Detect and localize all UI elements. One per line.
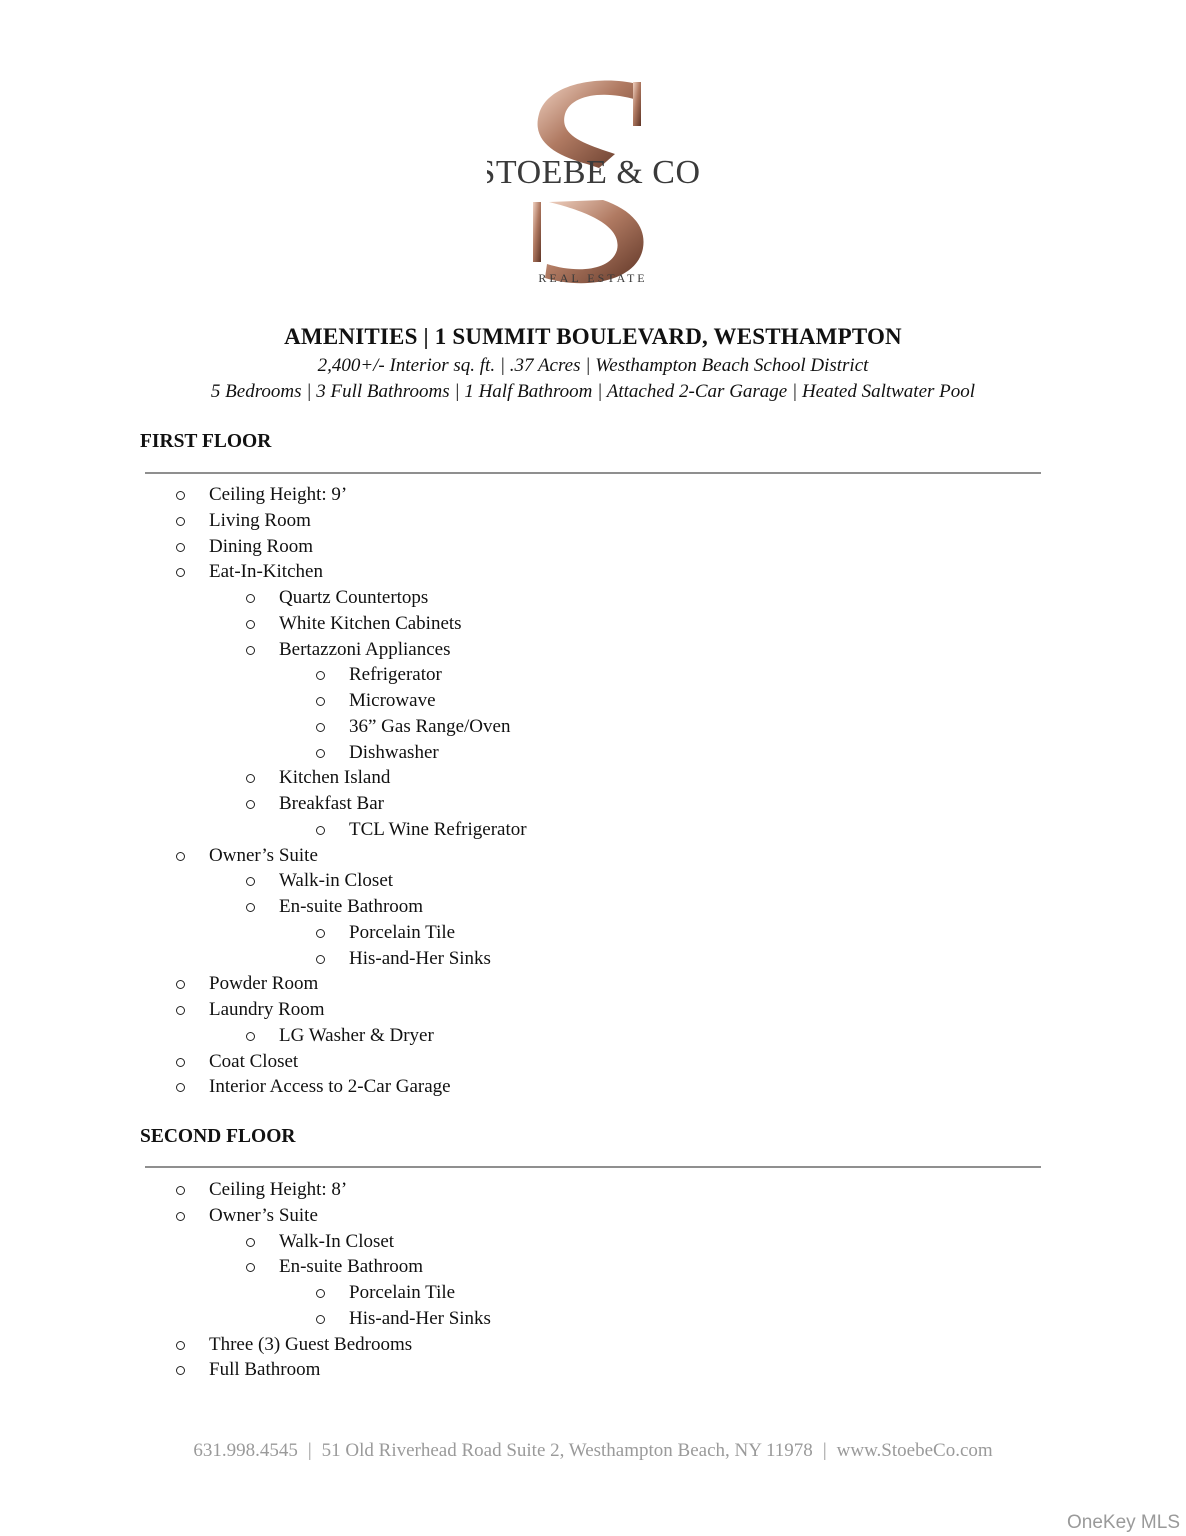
list-item-text: Owner’s Suite [209, 844, 318, 866]
hollow-bullet-icon [176, 1366, 185, 1375]
list-item [209, 561, 323, 583]
list-item-text: TCL Wine Refrigerator [349, 818, 527, 840]
list-item [279, 613, 462, 635]
footer-separator: | [822, 1440, 827, 1461]
first-floor-divider [145, 472, 1041, 474]
hollow-bullet-icon [246, 800, 255, 809]
list-item-text: Living Room [209, 509, 311, 531]
footer-contact [0, 1440, 1186, 1462]
hollow-bullet-icon [316, 929, 325, 938]
stoebe-logo-graphic [487, 78, 699, 288]
list-item-text: Refrigerator [349, 664, 442, 686]
hollow-bullet-icon [246, 1032, 255, 1041]
hollow-bullet-icon [316, 723, 325, 732]
list-item-text: Breakfast Bar [279, 793, 384, 814]
list-item-text: Quartz Countertops [279, 587, 429, 608]
list-item [279, 896, 423, 918]
list-item [279, 639, 450, 661]
hollow-bullet-icon [176, 1058, 185, 1067]
property-summary-line-1: 2,400+/- Interior sq. ft. | .37 Acres | Westhampton Beach School District [317, 355, 869, 376]
hollow-bullet-icon [316, 671, 325, 680]
hollow-bullet-icon [246, 646, 255, 655]
logo-s-serif-top [633, 82, 641, 126]
list-item [279, 587, 428, 609]
property-summary-line-2: 5 Bedrooms | 3 Full Bathrooms | 1 Half Bathroom | Attached 2-Car Garage | Heated Saltwater Pool [210, 381, 976, 402]
list-item-text: White Kitchen Cabinets [279, 612, 462, 634]
list-item [209, 1051, 298, 1073]
list-item [209, 484, 347, 506]
list-item [209, 1179, 347, 1201]
hollow-bullet-icon [246, 877, 255, 886]
list-item [209, 1334, 412, 1356]
list-item-text: Three (3) Guest Bedrooms [209, 1333, 413, 1355]
list-item [349, 1308, 491, 1330]
list-item-text: Microwave [349, 690, 436, 711]
footer-website[interactable]: www.StoebeCo.com [836, 1440, 993, 1461]
list-item [209, 1076, 451, 1098]
list-item [349, 819, 527, 841]
list-item [279, 793, 384, 815]
list-item [349, 664, 442, 686]
hollow-bullet-icon [176, 491, 185, 500]
footer-phone: 631.998.4545 [193, 1440, 298, 1461]
list-item-text: His-and-Her Sinks [349, 947, 491, 969]
list-item-text: Porcelain Tile [349, 1282, 456, 1303]
list-item [349, 1282, 455, 1304]
list-item [209, 845, 318, 867]
list-item-text: Ceiling Height: 8’ [209, 1179, 348, 1200]
list-item [279, 1025, 434, 1047]
hollow-bullet-icon [176, 1006, 185, 1015]
company-logo [487, 78, 699, 288]
list-item-text: Powder Room [209, 973, 319, 995]
hollow-bullet-icon [316, 749, 325, 758]
hollow-bullet-icon [246, 1263, 255, 1272]
list-item [209, 510, 311, 532]
hollow-bullet-icon [246, 903, 255, 912]
list-item [209, 1359, 320, 1381]
list-item-text: Full Bathroom [209, 1359, 321, 1381]
hollow-bullet-icon [176, 1083, 185, 1092]
hollow-bullet-icon [176, 1186, 185, 1195]
hollow-bullet-icon [316, 955, 325, 964]
hollow-bullet-icon [176, 568, 185, 577]
list-item [349, 742, 439, 764]
list-item-text: Coat Closet [209, 1050, 299, 1072]
list-item-text: Laundry Room [209, 999, 325, 1020]
list-item-text: Owner’s Suite [209, 1204, 318, 1226]
list-item [279, 1231, 394, 1253]
list-item [209, 536, 313, 558]
list-item-text: Ceiling Height: 9’ [209, 484, 348, 505]
list-item-text: Dishwasher [349, 741, 439, 763]
hollow-bullet-icon [176, 1341, 185, 1350]
hollow-bullet-icon [246, 774, 255, 783]
list-item-text: Kitchen Island [279, 767, 391, 789]
list-item [349, 716, 510, 738]
logo-brand-text: STOEBE & CO. [487, 154, 699, 191]
hollow-bullet-icon [176, 1212, 185, 1221]
list-item [209, 1205, 318, 1227]
list-item [209, 999, 325, 1021]
list-item-text: Walk-in Closet [279, 870, 394, 892]
mls-watermark: OneKey MLS [1067, 1512, 1180, 1533]
list-item [349, 690, 436, 712]
hollow-bullet-icon [176, 543, 185, 552]
second-floor-title: SECOND FLOOR [140, 1126, 296, 1147]
hollow-bullet-icon [316, 1289, 325, 1298]
hollow-bullet-icon [246, 620, 255, 629]
list-item [279, 767, 390, 789]
hollow-bullet-icon [176, 852, 185, 861]
list-item [349, 948, 491, 970]
list-item-text: Porcelain Tile [349, 921, 456, 943]
hollow-bullet-icon [316, 697, 325, 706]
hollow-bullet-icon [176, 517, 185, 526]
hollow-bullet-icon [316, 1315, 325, 1324]
list-item-text: Walk-In Closet [279, 1230, 395, 1252]
list-item-text: Bertazzoni Appliances [279, 638, 451, 660]
list-item [209, 973, 318, 995]
list-item-text: Eat-In-Kitchen [209, 561, 323, 583]
hollow-bullet-icon [176, 980, 185, 989]
footer-address: 51 Old Riverhead Road Suite 2, Westhampton Beach, NY 11978 [321, 1440, 813, 1461]
list-item-text: His-and-Her Sinks [349, 1307, 491, 1329]
list-item-text: En-suite Bathroom [279, 896, 424, 917]
logo-tagline: REAL ESTATE [538, 271, 648, 285]
list-item [349, 922, 455, 944]
first-floor-title: FIRST FLOOR [140, 431, 272, 452]
hollow-bullet-icon [316, 826, 325, 835]
list-item-text: LG Washer & Dryer [279, 1024, 434, 1046]
list-item-text: 36” Gas Range/Oven [349, 715, 511, 737]
second-floor-divider [145, 1166, 1041, 1168]
list-item [279, 1256, 423, 1278]
logo-s-serif-bottom [533, 202, 541, 262]
hollow-bullet-icon [246, 594, 255, 603]
list-item-text: Dining Room [209, 535, 313, 557]
list-item [279, 870, 393, 892]
list-item-text: En-suite Bathroom [279, 1256, 424, 1278]
list-item-text: Interior Access to 2-Car Garage [209, 1076, 451, 1098]
hollow-bullet-icon [246, 1238, 255, 1247]
footer-separator: | [307, 1440, 312, 1461]
page-title: AMENITIES | 1 SUMMIT BOULEVARD, WESTHAMPTON [284, 324, 902, 349]
